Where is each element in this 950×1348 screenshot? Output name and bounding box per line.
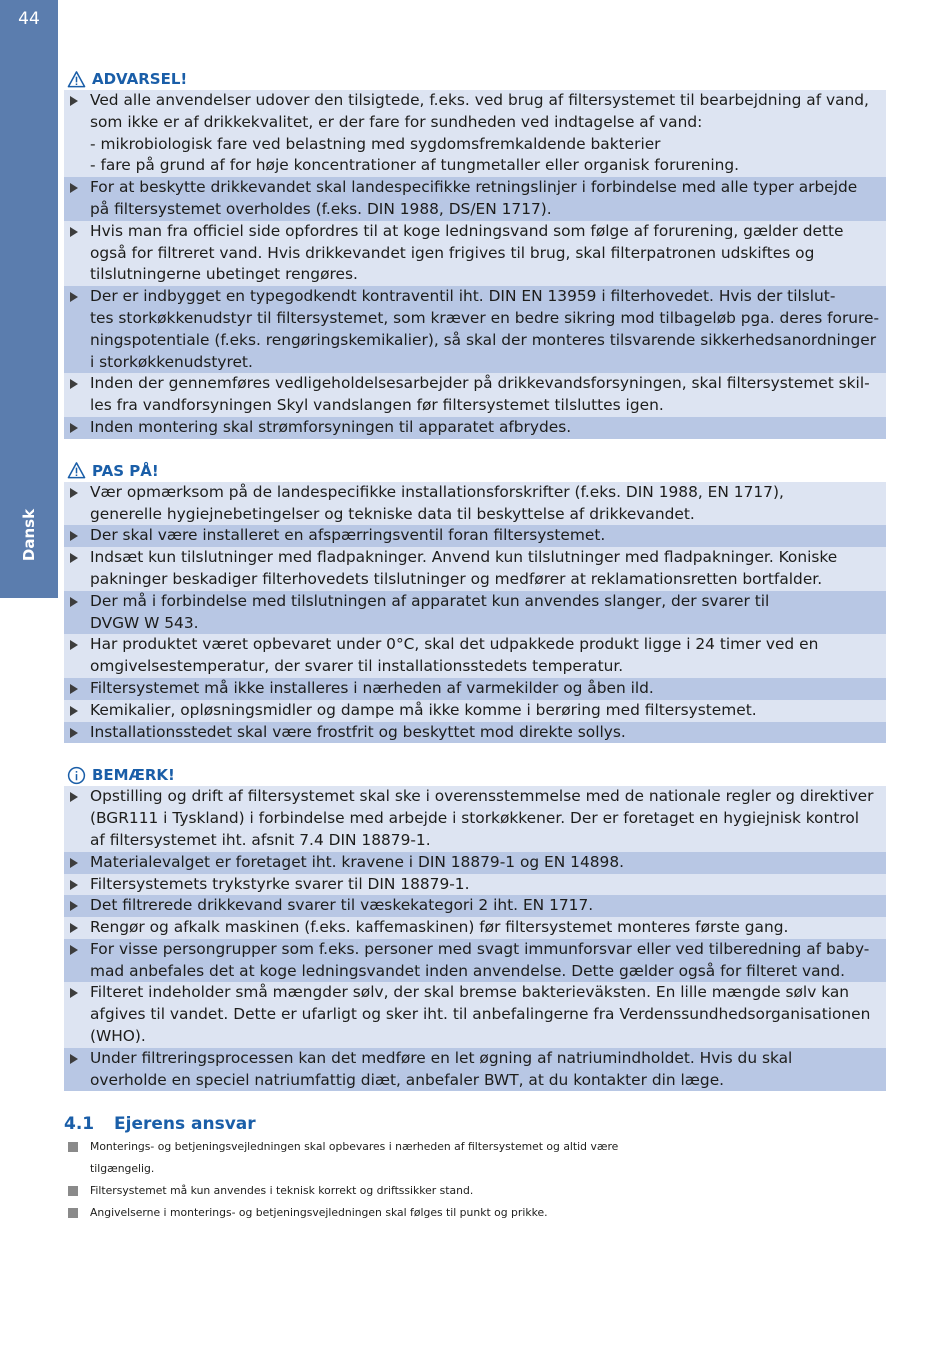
triangle-bullet-icon bbox=[70, 227, 78, 237]
info-circle-icon bbox=[67, 766, 86, 785]
sidebar-band bbox=[0, 0, 58, 598]
subsection-number: 4.1 bbox=[64, 1114, 95, 1135]
list-item bbox=[64, 786, 886, 851]
item-text-line: Filteret indeholder små mængder sølv, der skal bremse bakterieväksten. En lille mængde sølv kan bbox=[90, 983, 850, 1002]
list-item bbox=[64, 1136, 886, 1180]
list-item bbox=[64, 917, 886, 939]
triangle-bullet-icon bbox=[70, 553, 78, 563]
triangle-bullet-icon bbox=[70, 880, 78, 890]
item-text-line: (WHO). bbox=[90, 1027, 146, 1046]
item-text-line: DVGW W 543. bbox=[90, 613, 199, 632]
item-text-line: Opstilling og drift af filtersystemet skal ske i overensstemmelse med de nationale regler og direktiver bbox=[90, 787, 874, 806]
square-bullet-icon bbox=[68, 1208, 78, 1218]
item-text-line: Inden montering skal strømforsyningen til apparatet afbrydes. bbox=[90, 417, 572, 436]
item-text-line: Monterings- og betjeningsvejledningen skal opbevares i nærheden af filtersystemet og altid være bbox=[90, 1140, 619, 1154]
section-heading bbox=[64, 68, 886, 90]
item-text-line: Har produktet været opbevaret under 0°C, skal det udpakkede produkt ligge i 24 timer ved en bbox=[90, 635, 819, 654]
list-item bbox=[64, 417, 886, 439]
triangle-bullet-icon bbox=[70, 706, 78, 716]
list-item bbox=[64, 1180, 886, 1202]
triangle-bullet-icon bbox=[70, 945, 78, 955]
item-text-line: tes storkøkkenudstyr til filtersystemet, som kræver en bedre sikring mod tilbageløb pga. deres forure- bbox=[90, 308, 880, 327]
triangle-bullet-icon bbox=[70, 858, 78, 868]
item-text-line: Inden der gennemføres vedligeholdelsesarbejder på drikkevandsforsyningen, skal filtersystemet skil- bbox=[90, 374, 870, 393]
item-text-line: Under filtreringsprocessen kan det medføre en let øgning af natriumindholdet. Hvis du skal bbox=[90, 1048, 793, 1067]
list-item bbox=[64, 1048, 886, 1092]
item-text-line: - mikrobiologisk fare ved belastning med sygdomsfremkaldende bakterier bbox=[90, 134, 661, 153]
list-item bbox=[64, 90, 886, 177]
subsection-heading bbox=[64, 1112, 886, 1136]
list-item bbox=[64, 895, 886, 917]
list-item bbox=[64, 525, 886, 547]
item-text-line: i storkøkkenudstyret. bbox=[90, 352, 253, 371]
triangle-bullet-icon bbox=[70, 728, 78, 738]
triangle-bullet-icon bbox=[70, 183, 78, 193]
list-item bbox=[64, 547, 886, 591]
list-item bbox=[64, 982, 886, 1047]
list-item bbox=[64, 722, 886, 744]
list-item bbox=[64, 939, 886, 983]
section-heading bbox=[64, 764, 886, 786]
triangle-bullet-icon bbox=[70, 597, 78, 607]
item-text-line: Installationsstedet skal være frostfrit og beskyttet mod direkte sollys. bbox=[90, 722, 626, 741]
triangle-bullet-icon bbox=[70, 923, 78, 933]
triangle-bullet-icon bbox=[70, 423, 78, 433]
triangle-bullet-icon bbox=[70, 292, 78, 302]
item-text-line: For visse persongrupper som f.eks. personer med svagt immunforsvar eller ved tilberedning af baby- bbox=[90, 939, 870, 958]
item-text-line: - fare på grund af for høje koncentrationer af tungmetaller eller organisk forurening. bbox=[90, 156, 740, 175]
item-text-line: omgivelsestemperatur, der svarer til installationsstedets temperatur. bbox=[90, 657, 624, 676]
square-bullet-icon bbox=[68, 1142, 78, 1152]
item-text-line: Rengør og afkalk maskinen (f.eks. kaffemaskinen) før filtersystemet monteres første gang. bbox=[90, 918, 789, 937]
list-item bbox=[64, 700, 886, 722]
item-text-line: tilgængelig. bbox=[90, 1162, 155, 1176]
item-text-line: overholde en speciel natriumfattig diæt, anbefaler BWT, at du kontakter din læge. bbox=[90, 1070, 725, 1089]
page-number: 44 bbox=[18, 9, 40, 29]
item-text-line: (BGR111 i Tyskland) i forbindelse med arbejde i storkøkkener. Der er foretaget en hygiejnisk kontrol bbox=[90, 809, 860, 828]
notice-section bbox=[64, 764, 886, 1091]
triangle-bullet-icon bbox=[70, 901, 78, 911]
item-text-line: Der er indbygget en typegodkendt kontraventil iht. DIN EN 13959 i filterhovedet. Hvis der tilslut- bbox=[90, 287, 836, 306]
triangle-bullet-icon bbox=[70, 379, 78, 389]
list-item bbox=[64, 678, 886, 700]
item-text-line: Indsæt kun tilslutninger med fladpakninger. Anvend kun tilslutninger med fladpakninger. Koniske bbox=[90, 548, 838, 567]
item-text-line: Filtersystemet må ikke installeres i nærheden af varmekilder og åben ild. bbox=[90, 678, 654, 697]
item-text-line: på filtersystemet overholdes (f.eks. DIN 1988, DS/EN 1717). bbox=[90, 199, 552, 218]
list-item bbox=[64, 373, 886, 417]
triangle-bullet-icon bbox=[70, 531, 78, 541]
subsection bbox=[64, 1112, 886, 1223]
item-text-line: generelle hygiejnebetingelser og tekniske data til beskyttelse af drikkevandet. bbox=[90, 504, 695, 523]
list-item bbox=[64, 286, 886, 373]
section-title: ADVARSEL! bbox=[92, 70, 188, 88]
item-text-line: tilslutningerne ubetinget rengøres. bbox=[90, 265, 358, 284]
section-heading bbox=[64, 460, 886, 482]
item-text-line: pakninger beskadiger filterhovedets tilslutninger og medfører at reklamationsretten bortfalder. bbox=[90, 569, 823, 588]
warning-triangle-icon bbox=[67, 461, 86, 480]
triangle-bullet-icon bbox=[70, 988, 78, 998]
list-item bbox=[64, 177, 886, 221]
item-text-line: af filtersystemet iht. afsnit 7.4 DIN 18879-1. bbox=[90, 830, 431, 849]
list-item bbox=[64, 874, 886, 896]
list-item bbox=[64, 852, 886, 874]
triangle-bullet-icon bbox=[70, 640, 78, 650]
item-text-line: Angivelserne i monterings- og betjeningsvejledningen skal følges til punkt og prikke. bbox=[90, 1205, 548, 1219]
triangle-bullet-icon bbox=[70, 1054, 78, 1064]
section-title: BEMÆRK! bbox=[92, 766, 175, 785]
item-text-line: Materialevalget er foretaget iht. kravene i DIN 18879-1 og EN 14898. bbox=[90, 852, 625, 871]
list-item bbox=[64, 221, 886, 286]
list-item bbox=[64, 591, 886, 635]
triangle-bullet-icon bbox=[70, 684, 78, 694]
item-text-line: Kemikalier, opløsningsmidler og dampe må ikke komme i berøring med filtersystemet. bbox=[90, 700, 757, 719]
item-text-line: les fra vandforsyningen Skyl vandslangen før filtersystemet tilsluttes igen. bbox=[90, 396, 664, 415]
section-title: PAS PÅ! bbox=[92, 461, 159, 480]
list-item bbox=[64, 1202, 886, 1224]
item-text-line: afgives til vandet. Dette er ufarligt og sker iht. til anbefalingerne fra Verdenssundhedsorganisationen bbox=[90, 1005, 871, 1024]
item-text-line: mad anbefales det at koge ledningsvandet inden anvendelse. Dette gælder også for filteret vand. bbox=[90, 961, 845, 980]
notice-section bbox=[64, 68, 886, 439]
item-text-line: også for filtreret vand. Hvis drikkevandet igen frigives til brug, skal filterpatronen udskiftes og bbox=[90, 243, 815, 262]
square-bullet-icon bbox=[68, 1186, 78, 1196]
triangle-bullet-icon bbox=[70, 792, 78, 802]
language-label: Dansk bbox=[20, 508, 38, 562]
list-item bbox=[64, 482, 886, 526]
item-text-line: Filtersystemet må kun anvendes i teknisk korrekt og driftssikker stand. bbox=[90, 1184, 474, 1198]
item-text-line: Der skal være installeret en afspærringsventil foran filtersystemet. bbox=[90, 526, 606, 545]
notice-section bbox=[64, 460, 886, 744]
list-item bbox=[64, 634, 886, 678]
item-text-line: Det filtrerede drikkevand svarer til væskekategori 2 iht. EN 1717. bbox=[90, 896, 594, 915]
main-content bbox=[64, 68, 886, 1224]
triangle-bullet-icon bbox=[70, 488, 78, 498]
item-text-line: Ved alle anvendelser udover den tilsigtede, f.eks. ved brug af filtersystemet til bearbejdning af vand, bbox=[90, 91, 869, 109]
item-text-line: For at beskytte drikkevandet skal landespecifikke retningslinjer i forbindelse med alle typer arbejde bbox=[90, 178, 858, 197]
item-text-line: ningspotentiale (f.eks. rengøringskemikalier), så skal der monteres tilsvarende sikkerhedsanordninger bbox=[90, 330, 877, 349]
item-text-line: Vær opmærksom på de landespecifikke installationsforskrifter (f.eks. DIN 1988, EN 1717), bbox=[90, 482, 784, 501]
item-text-line: som ikke er af drikkekvalitet, er der fare for sundheden ved indtagelse af vand: bbox=[90, 112, 703, 131]
warning-triangle-icon bbox=[67, 70, 86, 89]
item-text-line: Filtersystemets trykstyrke svarer til DIN 18879-1. bbox=[90, 874, 470, 893]
item-text-line: Hvis man fra officiel side opfordres til at koge ledningsvand som følge af forurening, gælder dette bbox=[90, 221, 844, 240]
triangle-bullet-icon bbox=[70, 96, 78, 106]
item-text-line: Der må i forbindelse med tilslutningen af apparatet kun anvendes slanger, der svarer til bbox=[90, 591, 770, 610]
subsection-title: Ejerens ansvar bbox=[114, 1114, 256, 1135]
